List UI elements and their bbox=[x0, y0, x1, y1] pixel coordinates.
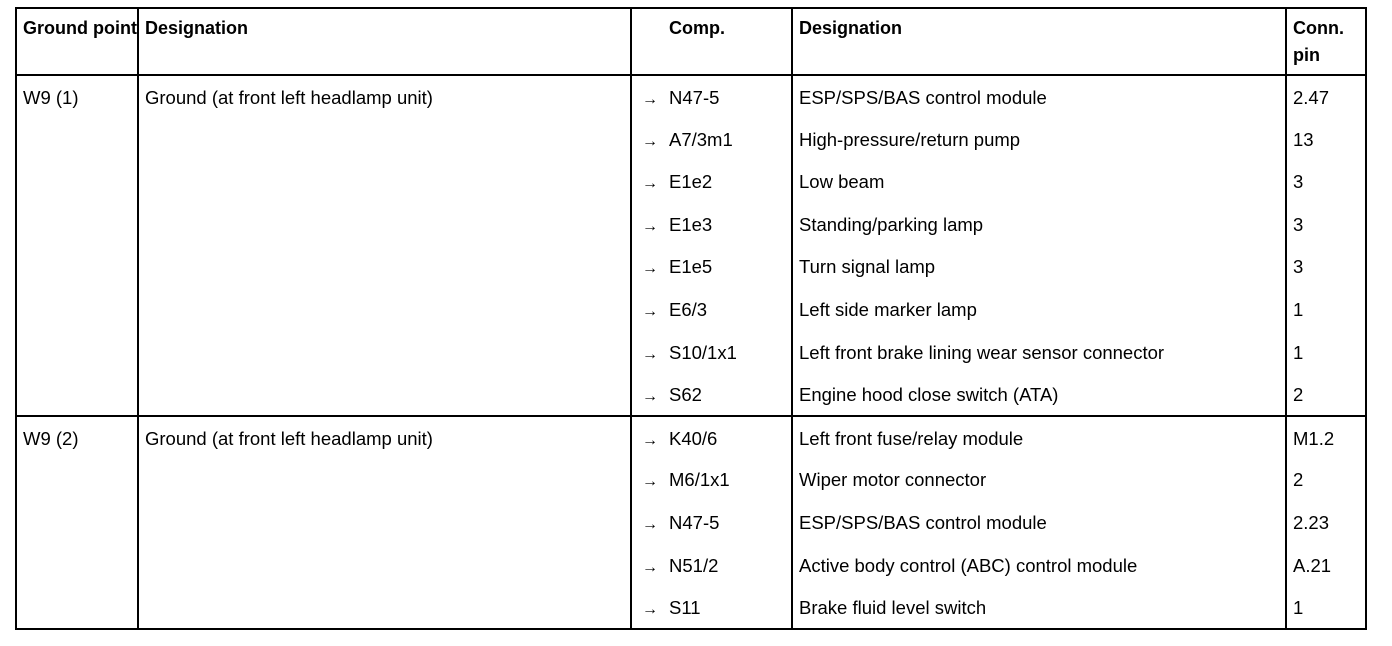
header-designation-component: Designation bbox=[792, 8, 1286, 75]
component-designation-cell: High-pressure/return pump bbox=[792, 118, 1286, 161]
table-body bbox=[16, 75, 1366, 629]
conn-pin-cell: 1 bbox=[1286, 331, 1366, 374]
conn-pin-cell: 13 bbox=[1286, 118, 1366, 161]
conn-pin-cell: 2 bbox=[1286, 458, 1366, 501]
header-ground-point: Ground point bbox=[16, 8, 138, 75]
arrow-icon: → bbox=[631, 416, 669, 459]
header-row bbox=[16, 8, 1366, 75]
table-row bbox=[16, 416, 1366, 459]
header-arrow-spacer bbox=[631, 8, 669, 75]
component-code-cell: N51/2 bbox=[669, 554, 719, 576]
component-code-cell: S62 bbox=[669, 373, 792, 416]
ground-point-table bbox=[15, 7, 1367, 630]
component-code-cell: A7/3m1 bbox=[669, 128, 733, 150]
ground-designation-cell: Ground (at front left headlamp unit) bbox=[138, 75, 631, 416]
component-code-cell: N47-5 bbox=[669, 511, 720, 533]
arrow-icon: → bbox=[631, 501, 669, 544]
component-code-cell: N47-5 bbox=[669, 87, 720, 108]
component-designation-cell: Wiper motor connector bbox=[792, 458, 1286, 501]
component-code-cell: E1e3 bbox=[669, 213, 713, 235]
arrow-icon: → bbox=[631, 458, 669, 501]
arrow-icon: → bbox=[631, 544, 669, 587]
component-designation-cell: Standing/parking lamp bbox=[792, 203, 1286, 246]
component-designation-cell: Low beam bbox=[792, 160, 1286, 203]
conn-pin-cell: 2.47 bbox=[1286, 75, 1366, 118]
conn-pin-cell: 2 bbox=[1286, 373, 1366, 416]
component-code-cell: M6/1x1 bbox=[669, 469, 730, 491]
arrow-icon: → bbox=[631, 75, 669, 118]
conn-pin-cell: 1 bbox=[1286, 586, 1366, 629]
ground-point-table-document bbox=[15, 7, 1365, 633]
component-code-cell: K40/6 bbox=[669, 427, 718, 449]
header-comp: Comp. bbox=[669, 8, 792, 75]
component-code-cell: E6/3 bbox=[669, 298, 708, 320]
arrow-icon: → bbox=[631, 118, 669, 161]
component-designation-cell: Left front brake lining wear sensor connector bbox=[792, 331, 1286, 374]
conn-pin-cell: 2.23 bbox=[1286, 501, 1366, 544]
conn-pin-cell: 3 bbox=[1286, 160, 1366, 203]
ground-designation-cell: Ground (at front left headlamp unit) bbox=[138, 416, 631, 629]
component-designation-cell: ESP/SPS/BAS control module bbox=[792, 501, 1286, 544]
arrow-icon: → bbox=[631, 373, 669, 416]
component-designation-cell: Turn signal lamp bbox=[792, 245, 1286, 288]
component-designation-cell: Left side marker lamp bbox=[792, 288, 1286, 331]
component-designation-cell: Brake fluid level switch bbox=[792, 586, 1286, 629]
component-designation-cell: Left front fuse/relay module bbox=[792, 416, 1286, 459]
table-row bbox=[16, 75, 1366, 118]
arrow-icon: → bbox=[631, 203, 669, 246]
header-conn-pin: Conn. pin bbox=[1286, 8, 1366, 75]
arrow-icon: → bbox=[631, 331, 669, 374]
component-designation-cell: Active body control (ABC) control module bbox=[792, 544, 1286, 587]
arrow-icon: → bbox=[631, 245, 669, 288]
component-designation-cell: ESP/SPS/BAS control module bbox=[792, 75, 1286, 118]
arrow-icon: → bbox=[631, 288, 669, 331]
conn-pin-cell: 3 bbox=[1286, 245, 1366, 288]
arrow-icon: → bbox=[631, 160, 669, 203]
ground-point-cell: W9 (1) bbox=[16, 75, 138, 416]
conn-pin-cell: A.21 bbox=[1286, 544, 1366, 587]
conn-pin-cell: M1.2 bbox=[1286, 416, 1366, 459]
component-code-cell: S11 bbox=[669, 586, 792, 629]
component-designation-cell: Engine hood close switch (ATA) bbox=[792, 373, 1286, 416]
conn-pin-cell: 3 bbox=[1286, 203, 1366, 246]
conn-pin-cell: 1 bbox=[1286, 288, 1366, 331]
arrow-icon: → bbox=[631, 586, 669, 629]
component-code-cell: E1e5 bbox=[669, 256, 713, 278]
component-code-cell: E1e2 bbox=[669, 171, 713, 193]
ground-point-cell: W9 (2) bbox=[16, 416, 138, 629]
component-code-cell: S10/1x1 bbox=[669, 341, 737, 363]
header-designation: Designation bbox=[138, 8, 631, 75]
